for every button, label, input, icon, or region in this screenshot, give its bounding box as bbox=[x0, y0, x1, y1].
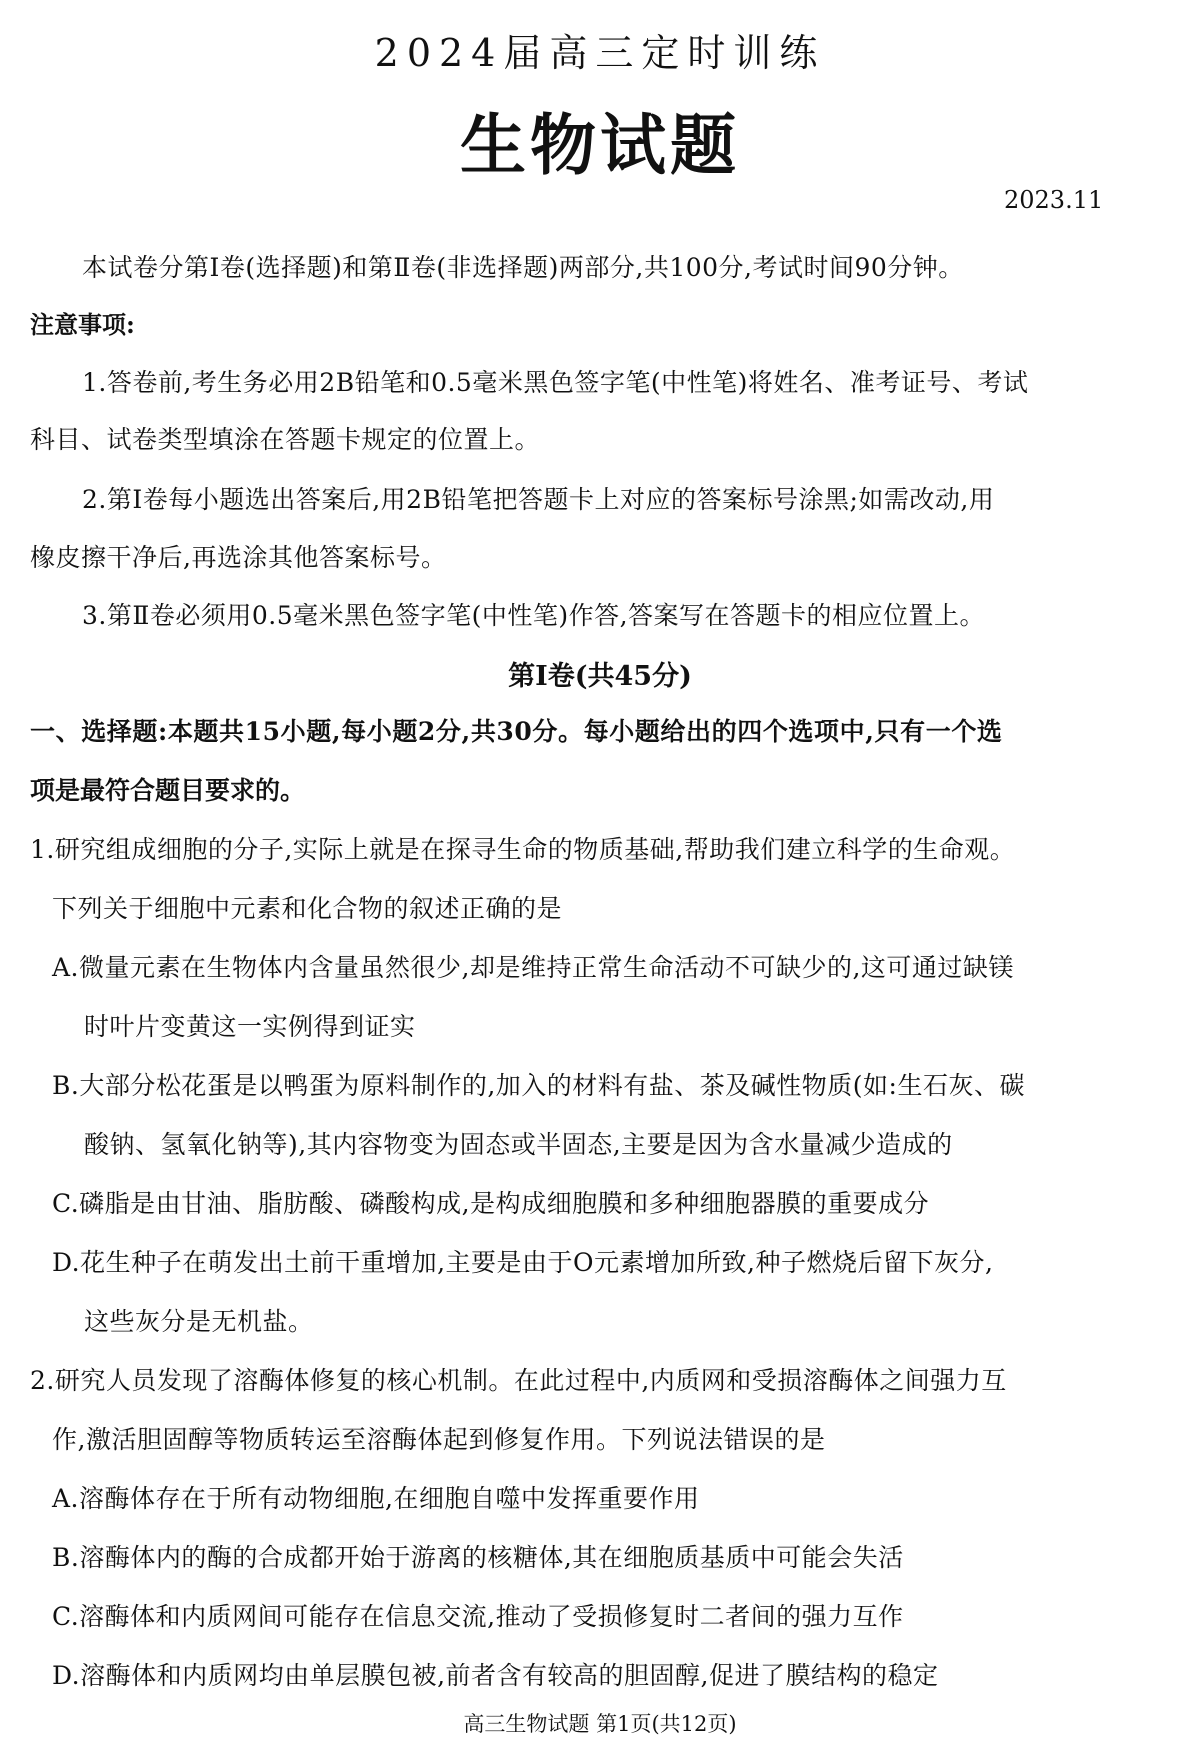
question-2-stem-line-2: 作,激活胆固醇等物质转运至溶酶体起到修复作用。下列说法错误的是 bbox=[52, 1425, 826, 1454]
question-1-option-b-line-2: 酸钠、氢氧化钠等),其内容物变为固态或半固态,主要是因为含水量减少造成的 bbox=[84, 1130, 953, 1159]
question-1-option-b-line-1: B.大部分松花蛋是以鸭蛋为原料制作的,加入的材料有盐、茶及碱性物质(如:生石灰、碳 bbox=[52, 1071, 1025, 1100]
section-1-instructions-line-1: 一、选择题:本题共15小题,每小题2分,共30分。每小题给出的四个选项中,只有一个选 bbox=[30, 717, 1003, 746]
notice-item-1-line-1: 1.答卷前,考生务必用2B铅笔和0.5毫米黑色签字笔(中性笔)将姓名、准考证号、考试 bbox=[82, 368, 1029, 397]
question-1-option-d-line-2: 这些灰分是无机盐。 bbox=[84, 1307, 314, 1336]
exam-date: 2023.11 bbox=[1004, 186, 1104, 214]
exam-subtitle: 2024届高三定时训练 bbox=[374, 31, 826, 75]
question-2-option-a: A.溶酶体存在于所有动物细胞,在细胞自噬中发挥重要作用 bbox=[52, 1484, 700, 1513]
question-1-option-a-line-2: 时叶片变黄这一实例得到证实 bbox=[84, 1012, 416, 1041]
page-footer: 高三生物试题 第1页(共12页) bbox=[463, 1712, 737, 1736]
volume-heading: 第Ⅰ卷(共45分) bbox=[508, 661, 692, 692]
notice-item-1-line-2: 科目、试卷类型填涂在答题卡规定的位置上。 bbox=[30, 425, 541, 454]
question-2-stem-line-1: 2.研究人员发现了溶酶体修复的核心机制。在此过程中,内质网和受损溶酶体之间强力互 bbox=[30, 1366, 1007, 1395]
notice-heading: 注意事项: bbox=[30, 310, 135, 339]
question-1-option-a-line-1: A.微量元素在生物体内含量虽然很少,却是维持正常生命活动不可缺少的,这可通过缺镁 bbox=[52, 953, 1014, 982]
notice-item-2-line-1: 2.第Ⅰ卷每小题选出答案后,用2B铅笔把答题卡上对应的答案标号涂黑;如需改动,用 bbox=[82, 485, 995, 514]
question-2-option-c: C.溶酶体和内质网间可能存在信息交流,推动了受损修复时二者间的强力互作 bbox=[52, 1602, 904, 1631]
question-1-stem-line-2: 下列关于细胞中元素和化合物的叙述正确的是 bbox=[52, 894, 563, 923]
exam-title: 生物试题 bbox=[460, 106, 740, 184]
question-1-option-d-line-1: D.花生种子在萌发出土前干重增加,主要是由于O元素增加所致,种子燃烧后留下灰分, bbox=[52, 1248, 994, 1277]
question-1-stem-line-1: 1.研究组成细胞的分子,实际上就是在探寻生命的物质基础,帮助我们建立科学的生命观。 bbox=[30, 835, 1016, 864]
notice-item-3: 3.第Ⅱ卷必须用0.5毫米黑色签字笔(中性笔)作答,答案写在答题卡的相应位置上。 bbox=[82, 601, 986, 630]
notice-item-2-line-2: 橡皮擦干净后,再选涂其他答案标号。 bbox=[30, 543, 447, 572]
question-1-option-c: C.磷脂是由甘油、脂肪酸、磷酸构成,是构成细胞膜和多种细胞器膜的重要成分 bbox=[52, 1189, 930, 1218]
question-2-option-d: D.溶酶体和内质网均由单层膜包被,前者含有较高的胆固醇,促进了膜结构的稳定 bbox=[52, 1661, 939, 1690]
question-2-option-b: B.溶酶体内的酶的合成都开始于游离的核糖体,其在细胞质基质中可能会失活 bbox=[52, 1543, 904, 1572]
intro-text: 本试卷分第Ⅰ卷(选择题)和第Ⅱ卷(非选择题)两部分,共100分,考试时间90分钟。 bbox=[82, 253, 964, 282]
section-1-instructions-line-2: 项是最符合题目要求的。 bbox=[30, 776, 306, 805]
